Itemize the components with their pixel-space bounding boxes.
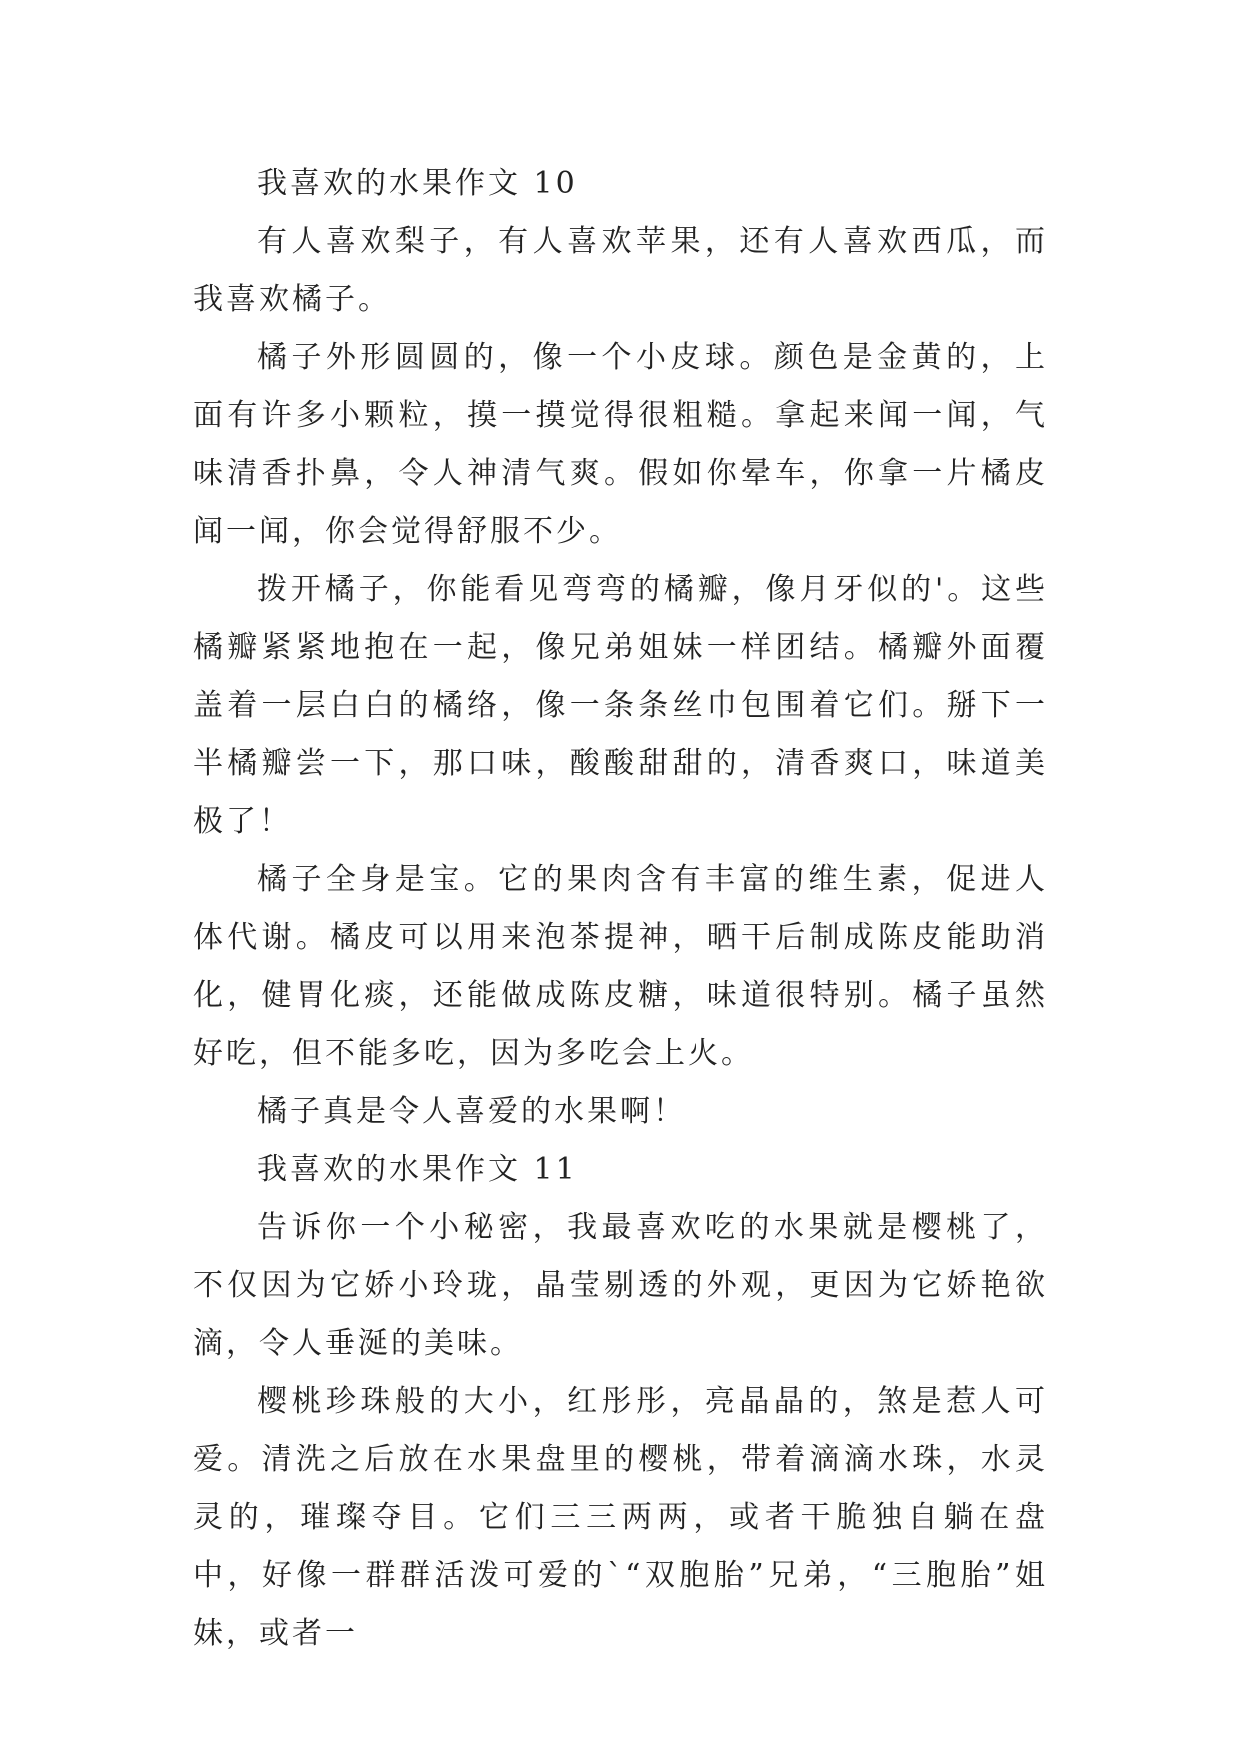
essay-title-10: 我喜欢的水果作文 10 [257,166,578,201]
paragraph: 橘子全身是宝。它的果肉含有丰富的维生素，促进人体代谢。橘皮可以用来泡茶提神，晒干后制成陈皮能助消化，健胃化痰，还能做成陈皮糖，味道很特别。橘子虽然好吃，但不能多吃，因为多吃会上火。 [193,862,1048,1071]
paragraph: 橘子外形圆圆的，像一个小皮球。颜色是金黄的，上面有许多小颗粒，摸一摸觉得很粗糙。拿起来闻一闻，气味清香扑鼻，令人神清气爽。假如你晕车，你拿一片橘皮闻一闻，你会觉得舒服不少。 [193,340,1048,549]
paragraph: 樱桃珍珠般的大小，红彤彤，亮晶晶的，煞是惹人可爱。清洗之后放在水果盘里的樱桃，带着滴滴水珠，水灵灵的，璀璨夺目。它们三三两两，或者干脆独自躺在盘中，好像一群群活泼可爱的`“双胞胎”兄弟，“三胞胎”姐妹，或者一 [193,1384,1048,1651]
paragraph: 橘子真是令人喜爱的水果啊！ [257,1094,686,1129]
paragraph: 告诉你一个小秘密，我最喜欢吃的水果就是樱桃了，不仅因为它娇小玲珑，晶莹剔透的外观，更因为它娇艳欲滴，令人垂涎的美味。 [193,1210,1048,1361]
paragraph: 有人喜欢梨子，有人喜欢苹果，还有人喜欢西瓜，而我喜欢橘子。 [193,224,1048,317]
document-body [193,155,1048,1663]
paragraph: 拨开橘子，你能看见弯弯的橘瓣，像月牙似的'。这些橘瓣紧紧地抱在一起，像兄弟姐妹一样团结。橘瓣外面覆盖着一层白白的橘络，像一条条丝巾包围着它们。掰下一半橘瓣尝一下，那口味，酸酸甜甜的，清香爽口，味道美极了！ [193,572,1048,839]
essay-title-11: 我喜欢的水果作文 11 [257,1152,578,1187]
